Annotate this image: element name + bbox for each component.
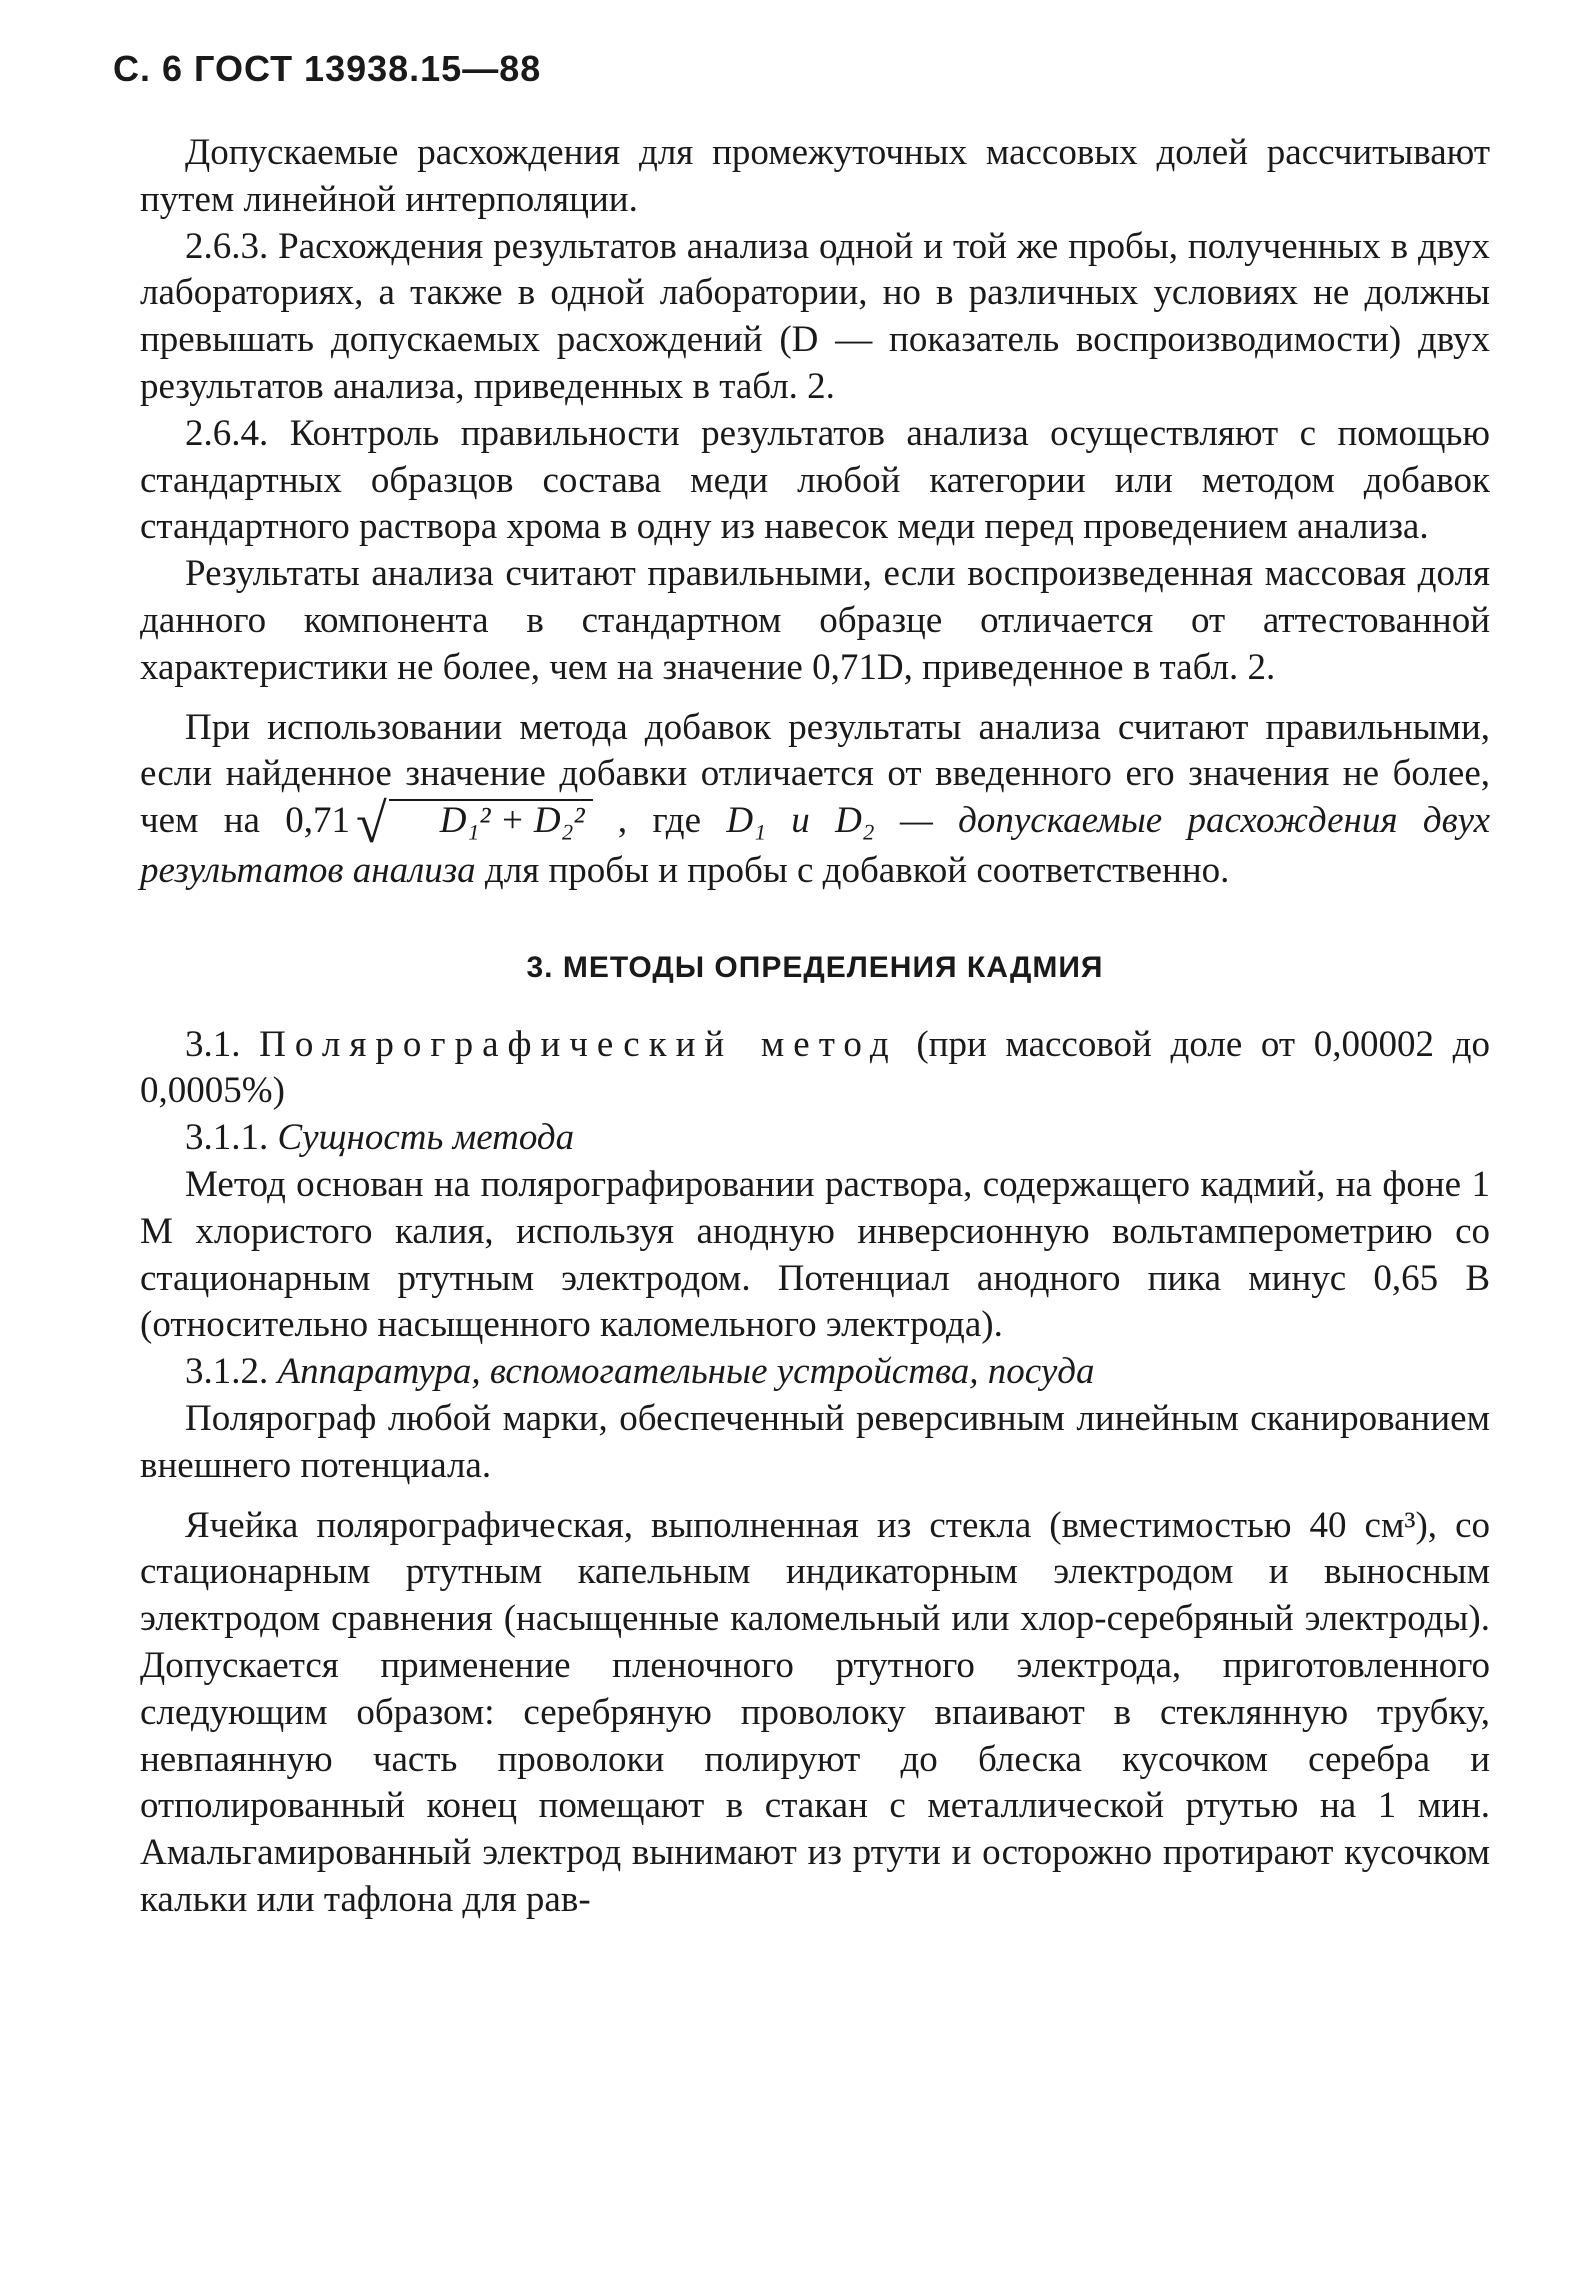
section-title: 3. МЕТОДЫ ОПРЕДЕЛЕНИЯ КАДМИЯ [526,950,1104,984]
additive-method-text: При использовании метода добавок результаты анализа считают правильными, если найденное значение добавки отличается от введенного его значения не более, чем на [140,706,1490,842]
p3-1-number: 3.1. [185,1023,241,1065]
page-header: С. 6 ГОСТ 13938.15—88 [113,48,542,89]
paragraph-3-1 [140,1022,1490,1116]
additive-definition-italic: D₁ и D₂ — допускаемые расхождения двух результатов анализа [140,800,1491,891]
p3-1-range: (при массовой доле от 0,00002 до 0,0005%) [140,1023,1490,1112]
paragraph-interpolation: Допускаемые расхождения для промежуточных массовых долей рассчитывают путем линейной интерполяции. [140,132,1490,220]
p3-1-1-number: 3.1.1. [185,1117,269,1159]
p3-1-1-title: Сущность метода [277,1117,575,1159]
paragraph-method-essence: Метод основан на полярографировании раствора, содержащего кадмий, на фоне 1 М хлористого калия, используя анодную инверсионную вольтамперометрию со стационарным ртутным электродом. Потенциал анодного пика минус 0,65 В (относительно насыщенного каломельного электрода). [140,1163,1490,1346]
paragraph-3-1-1 [140,1115,1490,1162]
formula-after: , где [617,800,702,842]
p3-1-2-title: Аппаратура, вспомогательные устройства, посуда [277,1351,1095,1393]
page-body [140,130,1490,1924]
paragraph-2-6-3: 2.6.3. Расхождения результатов анализа одной и той же пробы, полученных в двух лабораториях, а также в одной лаборатории, но в различных условиях не должны превышать допускаемых расхождений (D — показатель воспроизводимости) двух результатов анализа, приведенных в табл. 2. [140,225,1490,407]
paragraph-polarograph: Полярограф любой марки, обеспеченный реверсивным линейным сканированием внешнего потенциала. [140,1397,1490,1486]
paragraph-cell: Ячейка полярографическая, выполненная из стекла (вместимостью 40 см³), со стационарным ртутным капельным индикаторным электродом и выносным электродом сравнения (насыщенные каломельный или хлор-серебряный электроды). Допускается применение пленочного ртутного электрода, приготовленного следующим образом: серебряную проволоку впаивают в стеклянную трубку, невпаянную часть проволоки полируют до блеска кусочком серебра и отполированный конец помещают в стакан с металлической ртутью на 1 мин. Амальгамированный электрод вынимают из ртути и осторожно протирают кусочком кальки или тафлона для рав- [140,1504,1490,1920]
paragraph-2-6-4: 2.6.4. Контроль правильности результатов анализа осуществляют с помощью стандартных образцов состава меди любой категории или методом добавок стандартного раствора хрома в одну из навесок меди перед проведением анализа. [140,412,1490,548]
paragraph-additive-method [140,705,1490,895]
sqrt-formula [285,793,592,856]
p3-1-method-name: Полярографический метод [259,1023,898,1065]
formula-radicand: D₁² + D₂² [389,799,593,841]
radical-sign-icon: √ [356,793,387,856]
paragraph-results-correct: Результаты анализа считают правильными, если воспроизведенная массовая доля данного компонента в стандартном образце отличается от аттестованной характеристики не более, чем на значение 0,71D, приведенное в табл. 2. [140,553,1490,688]
additive-method-end: для пробы и пробы с добавкой соответственно. [484,849,1230,891]
p3-1-2-number: 3.1.2. [185,1351,269,1393]
formula-coefficient: 0,71 [285,800,351,842]
paragraph-3-1-2 [140,1349,1490,1396]
